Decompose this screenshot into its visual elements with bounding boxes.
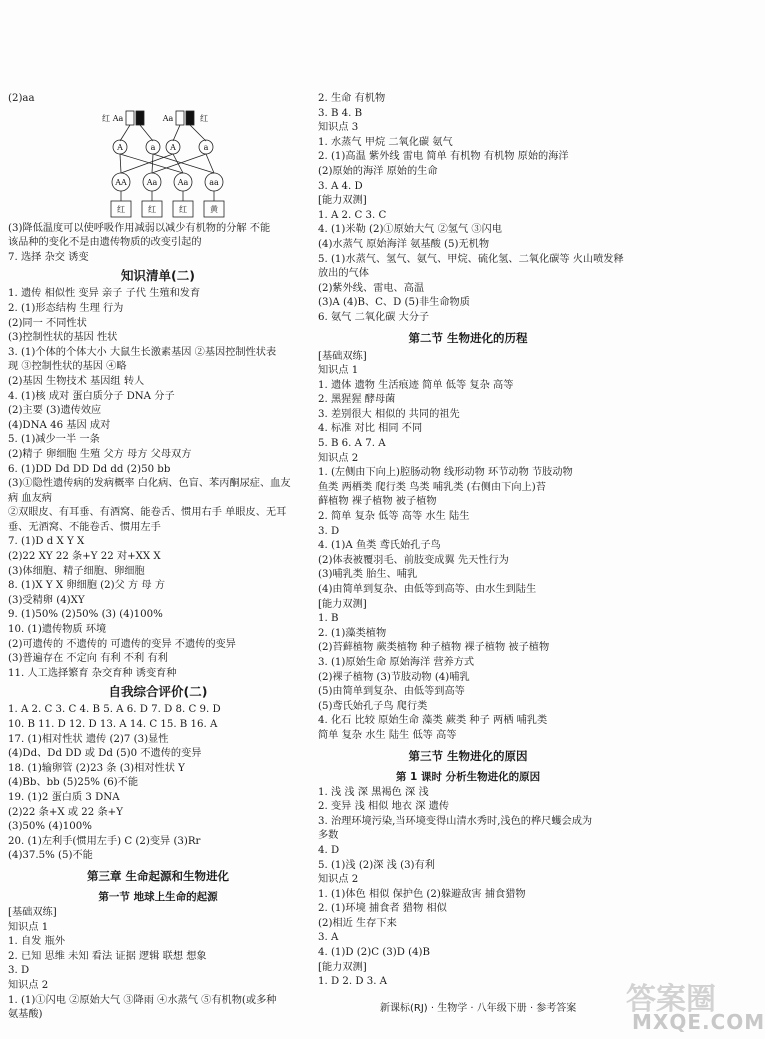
text-line: 1. 自发 瓶外 bbox=[8, 936, 65, 948]
diagram-top-label: 红 bbox=[200, 113, 208, 123]
text-line: 1. D 2. D 3. A bbox=[318, 976, 388, 988]
diagram-offspring: Aa bbox=[146, 177, 158, 187]
text-line: (4)由简单到复杂、由低等到高等、由水生到陆生 bbox=[318, 584, 537, 595]
heading-knowledge-list: 知识清单(二) bbox=[121, 268, 195, 284]
left-block-b bbox=[8, 222, 308, 266]
text-line: 6. (1)DD Dd DD Dd dd (2)50 bb bbox=[8, 463, 171, 475]
text-line: 现 ③控制性状的基因 ④略 bbox=[8, 361, 127, 373]
left-block-e bbox=[8, 906, 308, 1023]
left-block-c bbox=[8, 287, 308, 681]
text-line: [基础双练] bbox=[318, 350, 367, 362]
diagram-offspring: aa bbox=[209, 177, 219, 187]
text-line: (2)基因 生物技术 基因组 转人 bbox=[8, 375, 145, 387]
text-line: 3. A 4. D bbox=[318, 180, 363, 192]
text-line: (3)①隐性遗传病的发病概率 白化病、色盲、苯丙酮尿症、血友 bbox=[8, 478, 291, 490]
text-line: (2)苔藓植物 蕨类植物 种子植物 裸子植物 被子植物 bbox=[318, 642, 550, 654]
text-line: 8. (1)X Y X 卵细胞 (2)父 方 母 方 bbox=[8, 580, 166, 592]
text-line: (2)22 XY 22 条+Y 22 对+XX X bbox=[8, 551, 161, 563]
text-line: 3. A bbox=[318, 932, 339, 944]
text-line: 17. (1)相对性状 遗传 (2)7 (3)显性 bbox=[8, 733, 169, 745]
text-line: (2)原始的海洋 原始的生命 bbox=[318, 165, 438, 177]
text-line: 简单 复杂 水生 陆生 低等 高等 bbox=[318, 729, 457, 741]
watermark-site: MXQE.COM bbox=[632, 1010, 765, 1034]
diagram-top-label: Aa bbox=[112, 113, 124, 123]
text-line: (2)可遗传的 不遗传的 可遗传的变异 不遗传的变异 bbox=[8, 638, 236, 650]
left-block-a bbox=[8, 92, 308, 107]
left-column bbox=[8, 92, 308, 1023]
text-line: (2)aa bbox=[8, 93, 35, 104]
right-block-c bbox=[318, 786, 618, 990]
text-line: 2. 变异 浅 相似 地衣 深 遗传 bbox=[318, 801, 450, 813]
text-line: 鱼类 两栖类 爬行类 鸟类 哺乳类 (右侧由下向上)苔 bbox=[318, 481, 546, 493]
text-line: (3)普遍存在 不定向 有利 不利 有利 bbox=[8, 653, 168, 665]
diagram-phenotype: 红 bbox=[117, 204, 125, 214]
text-line: 知识点 2 bbox=[8, 979, 49, 991]
text-line: 6. 氨气 二氧化碳 大分子 bbox=[318, 311, 430, 323]
text-line: 9. (1)50% (2)50% (3) (4)100% bbox=[8, 609, 163, 621]
text-line: 3. B 4. B bbox=[318, 107, 363, 119]
page-footer: 新课标(RJ) · 生物学 · 八年级下册 · 参考答案 bbox=[380, 1003, 577, 1014]
text-line: 1. 浅 浅 深 黑褐色 深 浅 bbox=[318, 786, 429, 798]
section-title-history: 第二节 生物进化的历程 bbox=[408, 330, 528, 345]
text-line: 10. (1)遗传物质 环境 bbox=[8, 624, 107, 636]
diagram-offspring: AA bbox=[115, 177, 127, 187]
text-line: 1. A 2. C 3. C bbox=[318, 209, 387, 221]
text-line: 5. (1)水蒸气、氢气、氨气、甲烷、硫化氢、二氧化碳等 火山喷发释 bbox=[318, 253, 624, 265]
text-line: 知识点 1 bbox=[8, 921, 49, 933]
text-line: 该品种的变化不是由遗传物质的改变引起的 bbox=[8, 237, 202, 249]
text-line: (3)降低温度可以使呼吸作用减弱以减少有机物的分解 不能 bbox=[8, 222, 271, 234]
diagram-phenotype: 红 bbox=[179, 204, 187, 214]
diagram-offspring: Aa bbox=[177, 177, 189, 187]
text-line: (3)受精卵 (4)XY bbox=[8, 594, 85, 606]
text-line: (3)控制性状的基因 性状 bbox=[8, 332, 118, 344]
text-line: 10. B 11. D 12. D 13. A 14. C 15. B 16. A bbox=[8, 719, 218, 730]
text-line: 3. 差别很大 相似的 共同的祖先 bbox=[318, 408, 460, 420]
text-line: 2. (1)形态结构 生理 行为 bbox=[8, 302, 124, 314]
text-line: (4)DNA 46 基因 成对 bbox=[8, 419, 111, 431]
text-line: 1. B bbox=[318, 613, 339, 625]
text-line: 2. 已知 思维 未知 看法 证据 逻辑 联想 想象 bbox=[8, 950, 207, 962]
right-block-b bbox=[318, 350, 618, 744]
diagram-gamete: A bbox=[170, 142, 176, 152]
text-line: 4. D bbox=[318, 844, 340, 856]
text-line: 19. (1)2 蛋白质 3 DNA bbox=[8, 791, 120, 803]
text-line: 2. (1)环境 捕食者 猎物 相似 bbox=[318, 903, 447, 915]
text-line: 多数 bbox=[318, 830, 339, 842]
genetic-cross-diagram bbox=[8, 107, 308, 222]
diagram-gamete: A bbox=[117, 142, 123, 152]
text-line: 5. B 6. A 7. A bbox=[318, 438, 386, 450]
watermark-logo: 答案圈 bbox=[626, 982, 716, 1017]
chapter-title: 第三章 生命起源和生物进化 bbox=[86, 868, 229, 883]
text-line: 知识点 1 bbox=[318, 365, 359, 377]
text-line: 1. (左侧由下向上)腔肠动物 线形动物 环节动物 节肢动物 bbox=[318, 467, 573, 479]
text-line: 11. 人工选择繁育 杂交育种 诱变育种 bbox=[8, 667, 177, 679]
text-line: 4. 化石 比较 原始生命 藻类 蕨类 种子 两栖 哺乳类 bbox=[318, 715, 548, 727]
text-line: 知识点 2 bbox=[318, 452, 359, 464]
text-line: 2. 黑猩猩 酵母菌 bbox=[318, 394, 396, 406]
text-line: 3. D bbox=[318, 525, 340, 537]
text-line: 7. 选择 杂交 诱变 bbox=[8, 251, 89, 263]
text-line: 1. 水蒸气 甲烷 二氧化碳 氨气 bbox=[318, 136, 453, 148]
text-line: (5)鸢氏始孔子鸟 爬行类 bbox=[318, 700, 428, 712]
text-line: 知识点 3 bbox=[318, 122, 359, 134]
text-line: 2. 生命 有机物 bbox=[318, 93, 386, 104]
text-line: 4. (1)D (2)C (3)D (4)B bbox=[318, 947, 431, 959]
text-line: 5. (1)减少一半 一条 bbox=[8, 434, 100, 446]
text-line: 7. (1)D d X Y X bbox=[8, 536, 85, 548]
text-line: 病 血友病 bbox=[8, 492, 52, 504]
text-line: 1. 遗传 相似性 变异 亲子 子代 生殖和发育 bbox=[8, 288, 201, 300]
text-line: 4. (1)核 成对 蛋白质分子 DNA 分子 bbox=[8, 390, 175, 402]
text-line: 5. (1)浅 (2)深 浅 (3)有利 bbox=[318, 859, 435, 871]
text-line: (2)紫外线、雷电、高温 bbox=[318, 282, 425, 294]
text-line: (2)体表被覆羽毛、前肢变成翼 先天性行为 bbox=[318, 554, 509, 566]
text-line: (4)37.5% (5)不能 bbox=[8, 850, 93, 862]
diagram-top-label: 红 bbox=[102, 113, 110, 123]
text-line: 2. (1)藻类植物 bbox=[318, 627, 387, 639]
text-line: (3)体细胞、精子细胞、卵细胞 bbox=[8, 565, 145, 577]
text-line: 1. (1)①闪电 ②原始大气 ③降雨 ④水蒸气 ⑤有机物(或多种 bbox=[8, 994, 277, 1006]
text-line: (3)50% (4)100% bbox=[8, 821, 92, 833]
text-line: 2. 简单 复杂 低等 高等 水生 陆生 bbox=[318, 511, 470, 523]
text-line: 垂、无酒窝、不能卷舌、惯用左手 bbox=[8, 521, 161, 533]
text-line: (4)Dd、Dd DD 或 Dd (5)0 不遗传的变异 bbox=[8, 748, 202, 760]
text-line: 3. (1)个体的个体大小 大鼠生长激素基因 ②基因控制性状表 bbox=[8, 346, 277, 358]
heading-self-evaluation: 自我综合评价(二) bbox=[108, 684, 208, 700]
text-line: 3. 治理环境污染,当环境变得山清水秀时,浅色的桦尺蠖会成为 bbox=[318, 815, 593, 827]
right-column bbox=[318, 92, 624, 990]
left-block-d bbox=[8, 703, 308, 864]
diagram-gamete: a bbox=[203, 142, 209, 152]
text-line: [基础双练] bbox=[8, 906, 57, 918]
text-line: ②双眼皮、有耳垂、有酒窝、能卷舌、惯用右手 单眼皮、无耳 bbox=[8, 507, 287, 519]
text-line: 藓植物 裸子植物 被子植物 bbox=[318, 496, 437, 508]
text-line: 1. A 2. C 3. C 4. B 5. A 6. D 7. D 8. C 9. D bbox=[8, 704, 221, 716]
text-line: 4. 标准 对比 相同 不同 bbox=[318, 423, 423, 435]
text-line: 氨基酸) bbox=[8, 1009, 43, 1021]
text-line: 放出的气体 bbox=[318, 268, 369, 280]
section-title-origin: 第一节 地球上生命的起源 bbox=[98, 890, 218, 903]
diagram-phenotype: 黄 bbox=[210, 204, 218, 214]
diagram-gamete: a bbox=[150, 142, 156, 152]
text-line: (3)哺乳类 胎生、哺乳 bbox=[318, 569, 418, 581]
text-line: (5)由简单到复杂、由低等到高等 bbox=[318, 686, 465, 698]
text-line: 1. 遗体 遗物 生活痕迹 简单 低等 复杂 高等 bbox=[318, 379, 514, 391]
text-line: 3. (1)原始生命 原始海洋 营养方式 bbox=[318, 656, 475, 668]
text-line: (4)水蒸气 原始海洋 氨基酸 (5)无机物 bbox=[318, 238, 490, 250]
text-line: [能力双测] bbox=[318, 598, 367, 610]
section-title-causes: 第三节 生物进化的原因 bbox=[408, 748, 528, 763]
text-line: (2)相近 生存下来 bbox=[318, 917, 397, 929]
text-line: (2)裸子植物 (3)节肢动物 (4)哺乳 bbox=[318, 671, 470, 683]
text-line: 18. (1)输卵管 (2)23 条 (3)相对性状 Y bbox=[8, 762, 185, 774]
text-line: [能力双测] bbox=[318, 195, 367, 207]
text-line: [能力双测] bbox=[318, 961, 367, 973]
text-line: 20. (1)左利手(惯用左手) C (2)变异 (3)Rr bbox=[8, 835, 201, 847]
text-line: 1. (1)体色 相似 保护色 (2)躲避敌害 捕食猎物 bbox=[318, 888, 526, 900]
text-line: 2. (1)高温 紫外线 雷电 简单 有机物 有机物 原始的海洋 bbox=[318, 151, 569, 163]
lesson-title: 第 1 课时 分析生物进化的原因 bbox=[395, 770, 541, 783]
text-line: 4. (1)米勒 (2)①原始大气 ②氢气 ③闪电 bbox=[318, 224, 502, 236]
text-line: 知识点 2 bbox=[318, 874, 359, 886]
text-line: (2)精子 卵细胞 生殖 父方 母方 父母双方 bbox=[8, 448, 192, 460]
text-line: (2)主要 (3)遗传效应 bbox=[8, 405, 102, 417]
text-line: (2)同一 不同性状 bbox=[8, 317, 87, 329]
right-block-a bbox=[318, 92, 624, 326]
text-line: (2)22 条+X 或 22 条+Y bbox=[8, 806, 123, 818]
diagram-top-label: Aa bbox=[162, 113, 174, 123]
text-line: (3)A (4)B、C、D (5)非生命物质 bbox=[318, 297, 470, 309]
diagram-phenotype: 红 bbox=[148, 204, 156, 214]
text-line: 3. D bbox=[8, 965, 30, 977]
text-line: (4)Bb、bb (5)25% (6)不能 bbox=[8, 777, 139, 789]
text-line: 4. (1)A 鱼类 鸢氏始孔子鸟 bbox=[318, 540, 441, 552]
